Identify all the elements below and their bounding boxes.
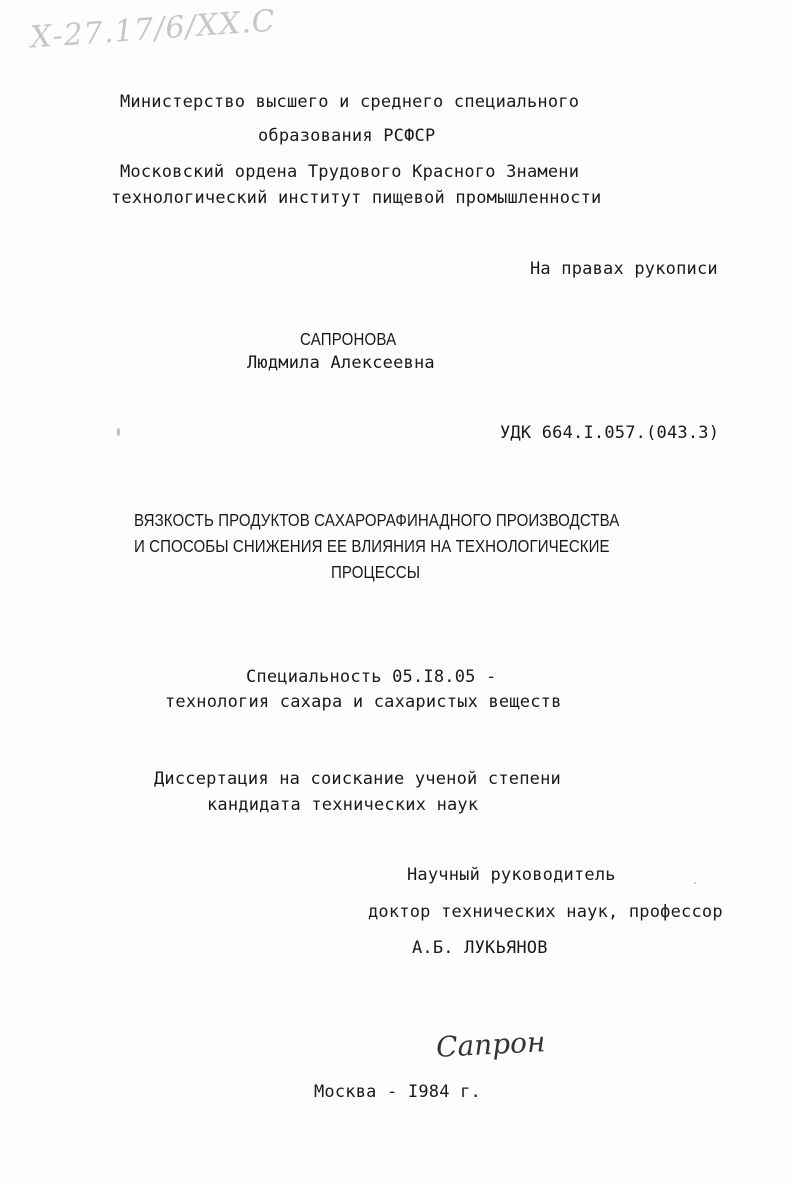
ministry-line-1: Министерство высшего и среднего специального [120, 92, 580, 112]
scan-speck [694, 882, 696, 884]
supervisor-role: Научный руководитель [407, 865, 616, 885]
supervisor-name: А.Б. ЛУКЬЯНОВ [412, 938, 548, 958]
title-line-3: ПРОЦЕССЫ [331, 562, 421, 582]
author-surname: САПРОНОВА [300, 329, 397, 349]
dissertation-line-1: Диссертация на соискание ученой степени [154, 769, 561, 789]
udk-code: УДК 664.I.057.(043.3) [500, 423, 720, 443]
place-and-year: Москва - I984 г. [314, 1082, 481, 1102]
specialty-line-2: технология сахара и сахаристых веществ [165, 692, 562, 712]
scan-speck [117, 428, 120, 436]
supervisor-degree: доктор технических наук, профессор [368, 902, 723, 922]
institute-line-2: технологический институт пищевой промышленности [111, 188, 602, 208]
rights-notice: На правах рукописи [530, 259, 718, 279]
title-line-2: И СПОСОБЫ СНИЖЕНИЯ ЕЕ ВЛИЯНИЯ НА ТЕХНОЛОГИЧЕСКИЕ [134, 536, 610, 556]
title-line-1: ВЯЗКОСТЬ ПРОДУКТОВ САХАРОРАФИНАДНОГО ПРОИЗВОДСТВА [134, 510, 620, 530]
ministry-line-2: образования РСФСР [258, 126, 436, 146]
specialty-line-1: Специальность 05.I8.05 - [246, 667, 497, 687]
archive-stamp: Х-27.17/6/ХХ.С [29, 3, 277, 56]
handwritten-signature: Сапрон [435, 1025, 547, 1064]
institute-line-1: Московский ордена Трудового Красного Знамени [120, 162, 580, 182]
dissertation-line-2: кандидата технических наук [207, 795, 479, 815]
author-given-names: Людмила Алексеевна [247, 353, 435, 373]
